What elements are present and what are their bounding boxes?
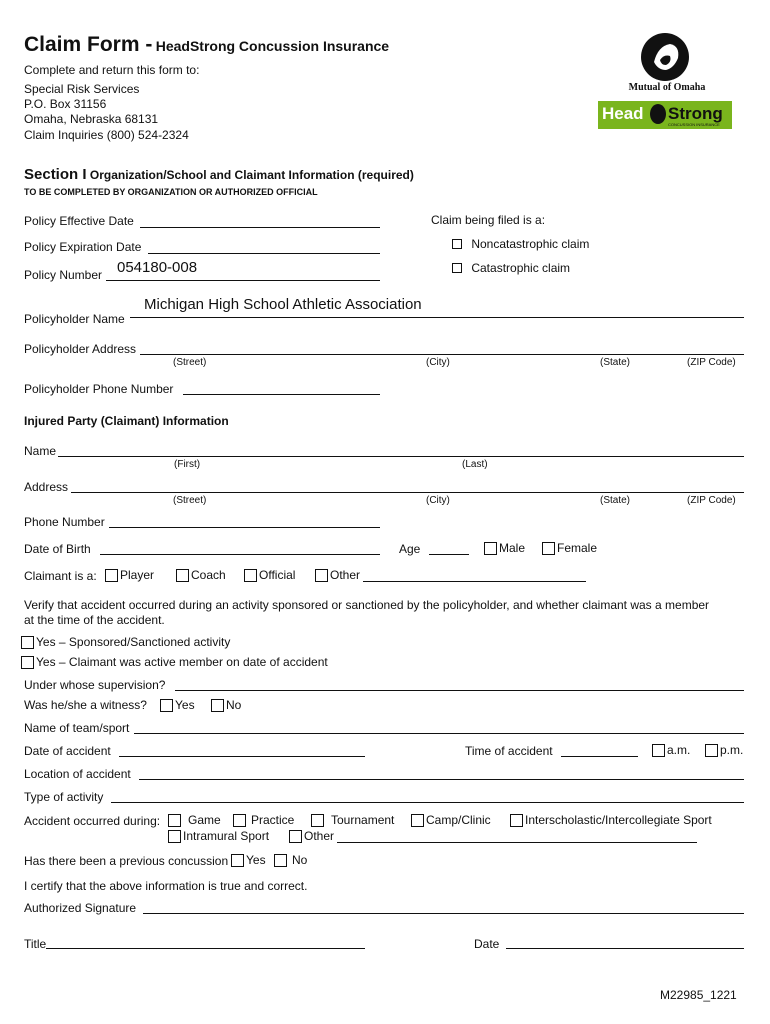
claimant-address-label: Address [24,480,69,494]
age-label: Age [399,542,421,556]
signature-field[interactable] [143,913,744,914]
coach-checkbox[interactable] [176,569,189,582]
claimant-zip-sublabel: (ZIP Code) [687,495,736,506]
pm-checkbox[interactable] [705,744,718,757]
dob-label: Date of Birth [24,542,91,556]
first-sublabel: (First) [174,459,201,470]
official-checkbox[interactable] [244,569,257,582]
policy-effective-field[interactable] [140,227,380,228]
male-option[interactable] [484,541,525,555]
activity-type-label: Type of activity [24,790,104,804]
policyholder-address-field[interactable] [140,354,744,355]
witness-no-option[interactable] [211,698,241,712]
section-label: Section I [24,166,87,183]
witness-yes-checkbox[interactable] [160,699,173,712]
other-label: Other [330,568,361,582]
lion-head-icon [640,32,690,82]
instructions: Complete and return this form to: [24,63,200,77]
form-subtitle: HeadStrong Concussion Insurance [155,38,390,54]
catastrophic-option[interactable] [452,261,570,275]
witness-no-label: No [226,698,242,712]
date-field[interactable] [506,948,744,949]
section-note: TO BE COMPLETED BY ORGANIZATION OR AUTHORIZED OFFICIAL [24,187,318,197]
policyholder-name-label: Policyholder Name [24,312,125,326]
am-label: a.m. [667,743,691,757]
female-label: Female [557,541,598,555]
policyholder-phone-field[interactable] [183,394,380,395]
signature-label: Authorized Signature [24,901,137,915]
official-option[interactable] [244,568,295,582]
address-line-2: P.O. Box 31156 [24,97,107,111]
previous-yes-label: Yes [246,853,266,867]
policyholder-address-label: Policyholder Address [24,342,137,356]
claimant-phone-field[interactable] [109,527,380,528]
pm-label: p.m. [720,743,744,757]
official-label: Official [259,568,296,582]
during-other-field[interactable] [337,842,697,843]
policy-number-label: Policy Number [24,268,103,282]
previous-no-option[interactable] [274,853,307,867]
claimant-street-sublabel: (Street) [173,495,207,506]
team-field[interactable] [134,733,744,734]
female-option[interactable] [542,541,597,555]
accident-date-label: Date of accident [24,744,111,758]
intramural-checkbox[interactable] [168,830,181,843]
other-claimant-field[interactable] [363,581,586,582]
headstrong-head-text: Head [602,104,644,123]
age-field[interactable] [429,554,469,555]
city-sublabel: (City) [426,357,450,368]
title-field[interactable] [46,948,365,949]
game-label: Game [188,813,221,827]
headstrong-logo [598,101,732,129]
camp-label: Camp/Clinic [426,813,491,827]
witness-yes-label: Yes [175,698,195,712]
location-field[interactable] [139,779,744,780]
state-sublabel: (State) [600,357,631,368]
practice-checkbox[interactable] [233,814,246,827]
other-checkbox[interactable] [315,569,328,582]
interscholastic-label: Interscholastic/Intercollegiate Sport [525,813,712,827]
form-code: M22985_1221 [660,988,737,1002]
claimant-state-sublabel: (State) [600,495,631,506]
section-title: Organization/School and Claimant Information (required) [89,168,414,182]
street-sublabel: (Street) [173,357,207,368]
noncatastrophic-label: Noncatastrophic claim [471,237,590,251]
team-label: Name of team/sport [24,721,130,735]
tournament-option[interactable] [311,813,394,827]
form-title [24,33,389,57]
mutual-logo-text: Mutual of Omaha [628,82,706,93]
yes-sponsored-option[interactable] [21,635,230,649]
male-checkbox[interactable] [484,542,497,555]
other-option[interactable] [315,568,360,582]
policyholder-phone-label: Policyholder Phone Number [24,382,174,396]
last-sublabel: (Last) [462,459,488,470]
activity-type-field[interactable] [111,802,744,803]
camp-option[interactable] [411,813,491,827]
tournament-label: Tournament [331,813,395,827]
noncatastrophic-checkbox[interactable] [452,239,462,249]
verify-text-line1: Verify that accident occurred during an activity sponsored or sanctioned by the policyholder, and whether claimant was a member [24,598,710,612]
certify-text: I certify that the above information is true and correct. [24,879,308,893]
policy-expiration-label: Policy Expiration Date [24,240,142,254]
am-option[interactable] [652,743,690,757]
previous-no-checkbox[interactable] [274,854,287,867]
witness-no-checkbox[interactable] [211,699,224,712]
claimant-name-label: Name [24,444,57,458]
accident-date-field[interactable] [119,756,365,757]
claimant-is-label: Claimant is a: [24,569,97,583]
yes-sponsored-label: Yes – Sponsored/Sanctioned activity [36,635,231,649]
witness-yes-option[interactable] [160,698,195,712]
coach-label: Coach [191,568,226,582]
policyholder-name-value: Michigan High School Athletic Association [144,296,422,313]
previous-concussion-label: Has there been a previous concussion [24,854,229,868]
address-line-3: Omaha, Nebraska 68131 [24,112,159,126]
claimant-city-sublabel: (City) [426,495,450,506]
policy-effective-label: Policy Effective Date [24,214,134,228]
headstrong-tagline: CONCUSSION INSURANCE [668,122,720,127]
pm-option[interactable] [705,743,743,757]
section-heading [24,166,414,183]
player-checkbox[interactable] [105,569,118,582]
claimant-address-field[interactable] [71,492,744,493]
coach-option[interactable] [176,568,226,582]
intramural-option[interactable] [168,829,269,843]
title-label: Title [24,937,47,951]
game-checkbox[interactable] [168,814,181,827]
headstrong-mark-icon [650,104,666,124]
yes-member-checkbox[interactable] [21,656,34,669]
dob-field[interactable] [100,554,380,555]
claim-inquiries: Claim Inquiries (800) 524-2324 [24,128,189,142]
player-option[interactable] [105,568,154,582]
am-checkbox[interactable] [652,744,665,757]
policy-number-value: 054180-008 [117,259,198,276]
supervision-label: Under whose supervision? [24,678,166,692]
tournament-checkbox[interactable] [311,814,324,827]
previous-yes-option[interactable] [231,853,266,867]
catastrophic-label: Catastrophic claim [471,261,571,275]
injured-heading: Injured Party (Claimant) Information [24,414,229,428]
policyholder-name-field[interactable] [130,317,744,318]
catastrophic-checkbox[interactable] [452,263,462,273]
accident-time-field[interactable] [561,756,638,757]
verify-text-line2: at the time of the accident. [24,613,165,627]
claimant-phone-label: Phone Number [24,515,105,529]
headstrong-strong-text: Strong [668,104,723,123]
form-title-main: Claim Form - [24,33,153,56]
practice-label: Practice [251,813,295,827]
zip-sublabel: (ZIP Code) [687,357,736,368]
interscholastic-option[interactable] [510,813,712,827]
occurred-during-label: Accident occurred during: [24,814,161,828]
witness-label: Was he/she a witness? [24,698,147,712]
address-line-1: Special Risk Services [24,82,140,96]
previous-no-label: No [292,853,308,867]
claim-filed-label: Claim being filed is a: [431,213,546,227]
player-label: Player [120,568,155,582]
yes-member-label: Yes – Claimant was active member on date of accident [36,655,328,669]
mutual-logo [622,32,712,94]
claimant-name-field[interactable] [58,456,744,457]
noncatastrophic-option[interactable] [452,237,589,251]
camp-checkbox[interactable] [411,814,424,827]
interscholastic-checkbox[interactable] [510,814,523,827]
practice-option[interactable] [233,813,294,827]
female-checkbox[interactable] [542,542,555,555]
location-label: Location of accident [24,767,131,781]
yes-member-option[interactable] [21,655,328,669]
accident-time-label: Time of accident [465,744,553,758]
yes-sponsored-checkbox[interactable] [21,636,34,649]
policy-number-field[interactable] [106,280,380,281]
policy-expiration-field[interactable] [148,253,380,254]
supervision-field[interactable] [175,690,744,691]
game-option[interactable] [168,813,221,827]
intramural-label: Intramural Sport [183,829,270,843]
during-other-option[interactable] [289,829,334,843]
previous-yes-checkbox[interactable] [231,854,244,867]
during-other-label: Other [304,829,335,843]
during-other-checkbox[interactable] [289,830,302,843]
male-label: Male [499,541,526,555]
date-label: Date [474,937,500,951]
